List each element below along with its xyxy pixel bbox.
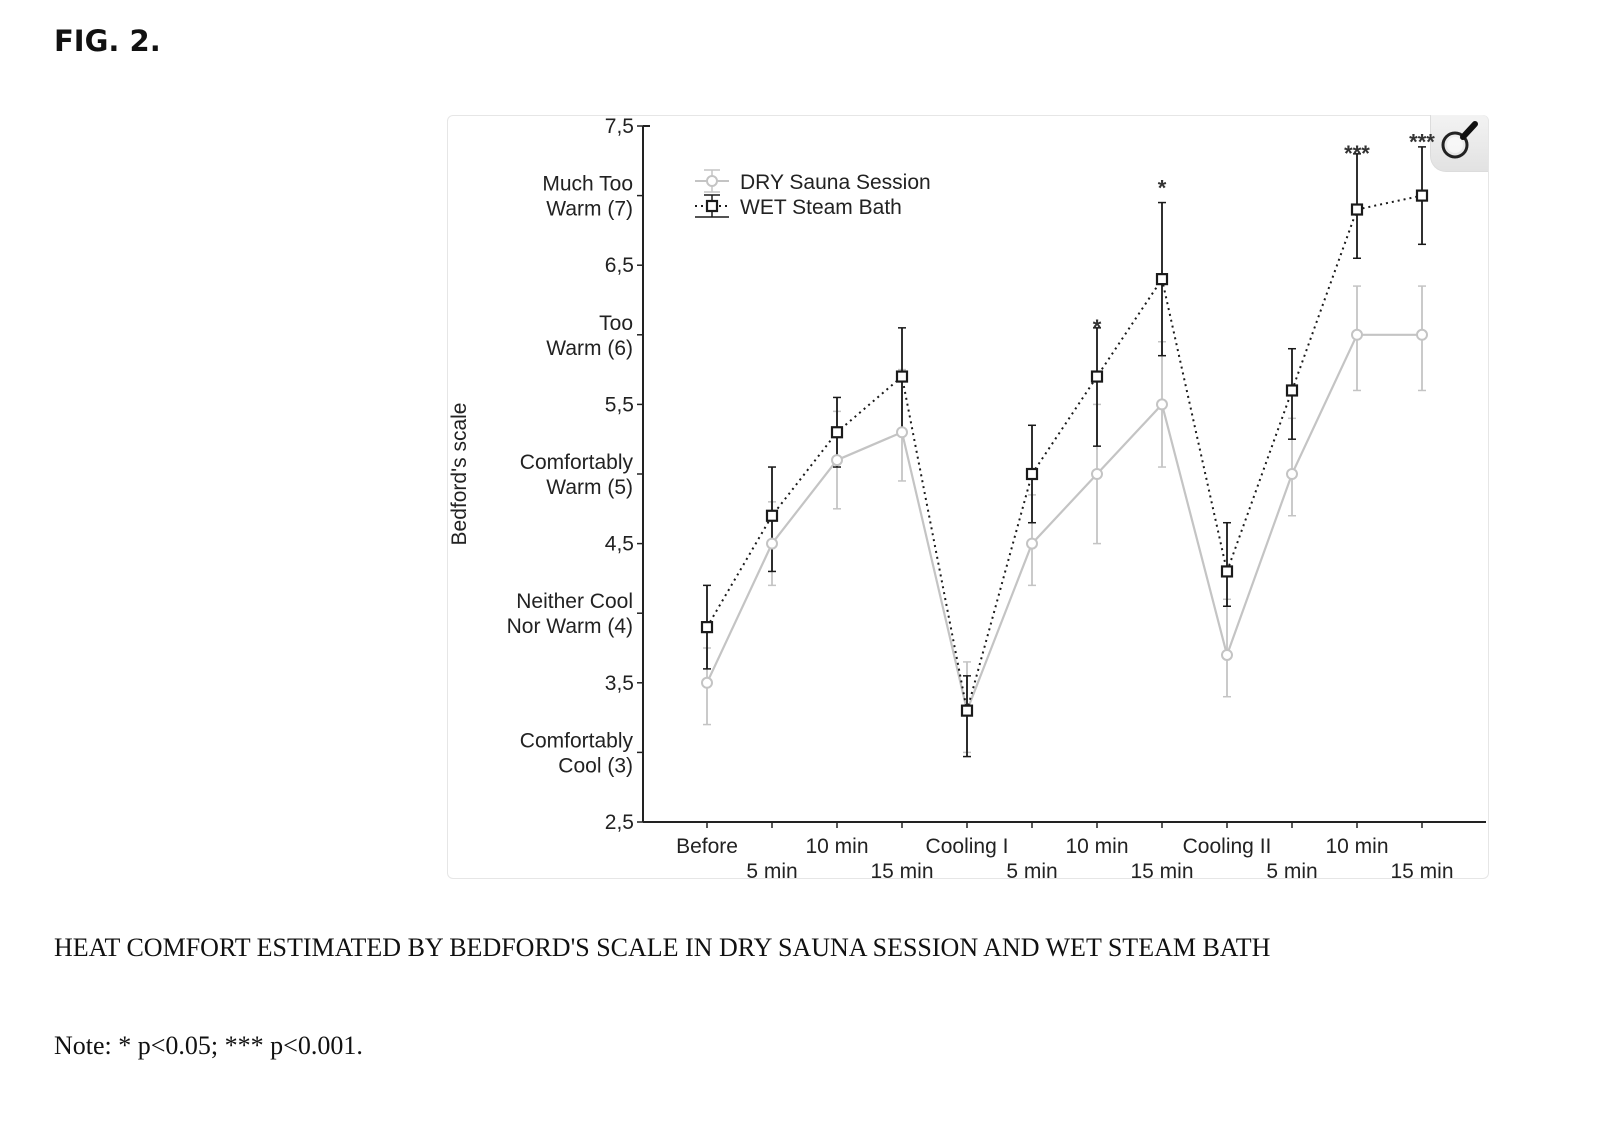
y-category-label: Comfortably xyxy=(519,729,633,753)
dry-data-point xyxy=(767,539,777,549)
wet-data-point xyxy=(1157,274,1167,284)
x-tick-label: 10 min xyxy=(1065,835,1129,858)
significance-marker: *** xyxy=(1344,140,1370,166)
wet-data-point xyxy=(1222,566,1232,576)
dry-data-point xyxy=(1417,330,1427,340)
wet-data-point xyxy=(1417,191,1427,201)
legend-dry-marker xyxy=(707,176,717,186)
x-tick-label: 5 min xyxy=(1006,860,1058,883)
wet-data-point xyxy=(767,511,777,521)
x-tick-label: Cooling I xyxy=(925,835,1009,858)
wet-data-point xyxy=(1287,385,1297,395)
dry-data-point xyxy=(702,678,712,688)
x-tick-label: 15 min xyxy=(1390,860,1454,883)
wet-data-point xyxy=(702,622,712,632)
dry-series-line xyxy=(707,335,1422,711)
y-tick-label: 4,5 xyxy=(604,532,634,556)
dry-data-point xyxy=(897,427,907,437)
x-tick-label: 10 min xyxy=(805,835,869,858)
y-axis-title: Bedford's scale xyxy=(448,402,471,546)
figure-caption: HEAT COMFORT ESTIMATED BY BEDFORD'S SCALE IN DRY SAUNA SESSION AND WET STEAM BATH xyxy=(54,933,1271,962)
dry-data-point xyxy=(1092,469,1102,479)
y-tick-label: 7,5 xyxy=(604,115,634,138)
x-tick-label: 15 min xyxy=(870,860,934,883)
significance-marker: * xyxy=(1092,314,1102,340)
dry-data-point xyxy=(1287,469,1297,479)
y-tick-label: 3,5 xyxy=(604,671,634,695)
y-category-label: Cool (3) xyxy=(558,754,633,778)
legend-dry-label: DRY Sauna Session xyxy=(740,171,931,194)
significance-marker: * xyxy=(1157,175,1167,201)
x-tick-label: 5 min xyxy=(1266,860,1318,883)
wet-data-point xyxy=(832,427,842,437)
x-tick-label: 5 min xyxy=(746,860,798,883)
y-category-label: Comfortably xyxy=(519,451,633,474)
significance-marker: *** xyxy=(1409,129,1435,155)
y-category-label: Neither Cool xyxy=(516,590,633,614)
y-category-label: Warm (6) xyxy=(546,336,633,360)
wet-data-point xyxy=(897,372,907,382)
y-tick-label: 5,5 xyxy=(604,393,634,417)
dry-data-point xyxy=(1222,650,1232,660)
dry-data-point xyxy=(832,455,842,465)
legend-wet-label: WET Steam Bath xyxy=(740,196,902,219)
y-category-label: Warm (7) xyxy=(546,197,633,221)
y-category-label: Warm (5) xyxy=(546,476,633,499)
figure-label: FIG. 2. xyxy=(54,24,161,58)
x-tick-label: 10 min xyxy=(1325,835,1389,858)
y-tick-label: 2,5 xyxy=(604,811,634,834)
y-category-label: Nor Warm (4) xyxy=(506,615,633,639)
y-category-label: Much Too xyxy=(542,172,633,196)
wet-data-point xyxy=(962,706,972,716)
wet-series-line xyxy=(707,196,1422,711)
x-tick-label: Before xyxy=(676,835,738,858)
x-tick-label: Cooling II xyxy=(1182,835,1272,858)
wet-data-point xyxy=(1027,469,1037,479)
dry-data-point xyxy=(1027,539,1037,549)
y-category-label: Too xyxy=(599,311,633,335)
x-tick-label: 15 min xyxy=(1130,860,1194,883)
dry-data-point xyxy=(1352,330,1362,340)
wet-data-point xyxy=(1352,205,1362,215)
figure-note: Note: * p<0.05; *** p<0.001. xyxy=(54,1031,363,1060)
legend-wet-marker xyxy=(707,201,717,211)
wet-data-point xyxy=(1092,372,1102,382)
dry-data-point xyxy=(1157,399,1167,409)
y-tick-label: 6,5 xyxy=(604,254,634,278)
